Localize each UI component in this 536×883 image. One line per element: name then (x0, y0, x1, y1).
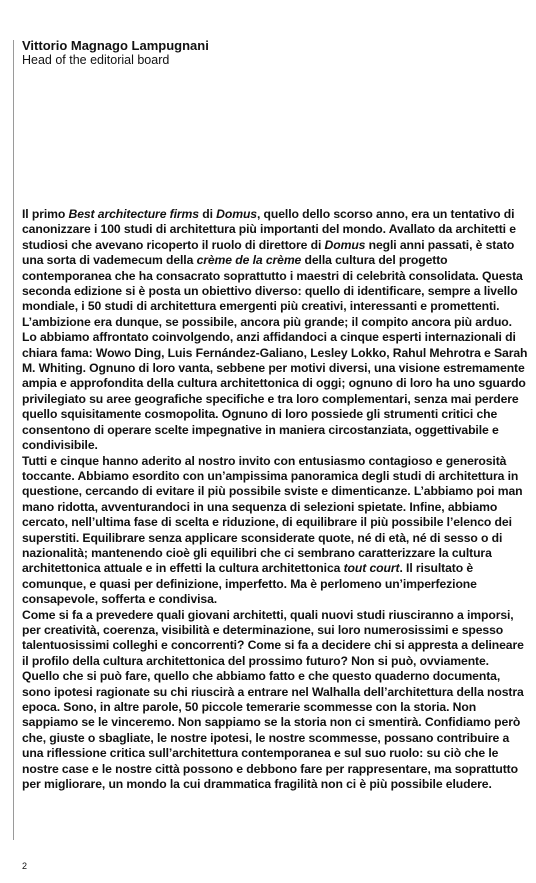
italic-run: tout court (343, 561, 400, 576)
text-run: Come si fa a prevedere quali giovani architetti, quali nuovi studi riusciranno a imporsi, per creatività, coerenza, visibilità e determinazione, sui loro numerosissimi e spesso talentuosissimi colleghi e concorrenti? Come si fa a decidere chi si appresta a delineare il profilo della cultura architettonica del prossimo futuro? Non si può, ovviamente. Quello che si può fare, quello che abbiamo fatto e che questo quaderno documenta, sono ipotesi ragionate su chi riuscirà a entrare nel Walhalla dell’architettura della nostra epoca. Sono, in altre parole, 50 piccole temerarie scommesse con la storia. Non sappiamo se le vinceremo. Non sappiamo se la storia non ci smentirà. Confidiamo però che, giuste o sbagliate, le nostre ipotesi, le nostre scommesse, possano contribuire a una riflessione critica sull’architettura contemporanea e sul suo ruolo: su ciò che le nostre case e le nostre città possono e debbono fare per rappresentare, ma soprattutto per migliorare, un mondo la cui drammatica fragilità non ci è più possibile eludere. (22, 607, 524, 792)
italic-run: Domus (324, 237, 366, 252)
author-block (22, 38, 522, 67)
text-run: , quello dello scorso anno, era un tentativo di canonizzare i 100 studi di architettura più importanti del mondo. Avallato da architetti e studiosi che avevano ricoperto il ruolo di direttore di (22, 207, 516, 252)
paragraph-3 (22, 608, 529, 793)
author-name: Vittorio Magnago Lampugnani (22, 38, 209, 53)
text-run: negli anni passati, è stato una sorta di vademecum della (22, 237, 515, 268)
vertical-rule (13, 40, 14, 840)
italic-run: Best architecture firms (68, 207, 199, 221)
paragraph-1 (22, 207, 529, 454)
italic-run: crème de la crème (196, 253, 302, 268)
italic-run: Domus (216, 207, 257, 221)
text-run: della cultura del progetto contemporanea che ha consacrato soprattutto i maestri di celebrità consolidata. Questa seconda edizione si è posta un obiettivo diverso: quello di identificare, sempre a livello mondiale, i 50 studi di architettura emergenti più creativi, interessanti e promettenti. L’ambizione era dunque, se possibile, ancora più grande; il compito ancora più arduo. Lo abbiamo affrontato coinvolgendo, anzi affidandoci a cinque esperti internazionali di chiara fama: Wowo Ding, Luis Fernández-Galiano, Lesley Lokko, Rahul Mehrotra e Sarah M. Whiting. Ognuno di loro vanta, sebbene per motivi diversi, una visione estremamente ampia e approfondita della cultura architettonica di oggi; ognuno di loro ha uno sguardo privilegiato su aree geografiche specifiche e tra loro complementari, senza mai perdere quello squisitamente cosmopolita. Ognuno di loro possiede gli strumenti critici che consentono di operare scelte impegnative in maniera circostanziata, oggettivabile e condivisibile. (22, 253, 528, 453)
text-run: di (198, 207, 217, 221)
article-body (22, 207, 529, 792)
page-number: 2 (22, 861, 28, 871)
text-run: Il primo (22, 207, 69, 221)
paragraph-2 (22, 454, 529, 608)
text-run: . Il risultato è comunque, e quasi per definizione, imperfetto. Ma è perlomeno un’imperfezione consapevole, sofferta e condivisa. (22, 561, 477, 607)
author-role: Head of the editorial board (22, 53, 170, 67)
text-run: Tutti e cinque hanno aderito al nostro invito con entusiasmo contagioso e generosità toccante. Abbiamo esordito con un’ampissima panoramica degli studi di architettura in questione, cercando di evitare il più possibile sviste e dimenticanze. L’abbiamo poi man mano ridotta, avventurandoci in una sequenza di selezioni spietate. Infine, abbiamo cercato, nell’ultima fase di scelta e riduzione, di equilibrare il più possibile l’elenco dei superstiti. Equilibrare senza applicare sconsiderate quote, né di età, né di sesso o di nazionalità; mantenendo cioè gli equilibri che ci sembrano caratterizzare la cultura architettonica attuale e in effetti la cultura architettonica (22, 453, 523, 576)
